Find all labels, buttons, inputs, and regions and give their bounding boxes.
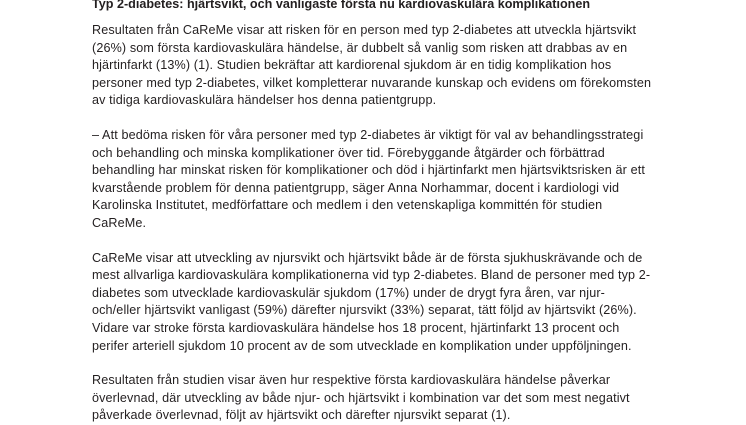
document-body [92,0,654,425]
paragraph: – Att bedöma risken för våra personer med typ 2-diabetes är viktigt för val av behandlingsstrategi och behandling och minska komplikationer över tid. Förebyggande åtgärder och förbättrad behandling har minskat risken för komplikationer och död i hjärtinfarkt men hjärtsviktsrisken är ett kvarstående problem för denna patientgrupp, säger Anna Norhammar, docent i kardiologi vid Karolinska Institutet, medförfattare och medlem i den vetenskapliga kommittén för studien CaReMe. [92,127,645,230]
paragraph: Resultaten från CaReMe visar att risken för en person med typ 2-diabetes att utveckla hjärtsvikt (26%) som första kardiovaskulära händelse, är dubbelt så vanlig som risken att drabbas av en hjärtinfarkt (13%) (1). Studien bekräftar att kardiorenal sjukdom är en tidig komplikation hos personer med typ 2-diabetes, vilket kompletterar nuvarande kunskap och evidens om förekomsten av tidiga kardiovaskulära händelser hos denna patientgrupp. [92,23,652,108]
paragraph: Resultaten från studien visar även hur respektive första kardiovaskulära händelse påverkar överlevnad, där utveckling av både njur- och hjärtsvikt i kombination var det som mest negativt påverkade överlevnad, följt av hjärtsvikt och därefter njursvikt separat (1). [92,373,630,423]
page-title: Typ 2-diabetes: hjärtsvikt, och vanligaste första nu kardiovaskulära komplikationen [92,0,591,11]
paragraph: CaReMe visar att utveckling av njursvikt och hjärtsvikt både är de första sjukhuskrävande och de mest allvarliga kardiovaskulära komplikationerna vid typ 2-diabetes. Bland de personer med typ 2-diabetes som utvecklade kardiovaskulär sjukdom (17%) under de drygt fyra åren, var njur- och/eller hjärtsvikt vanligast (59%) därefter njursvikt (33%) separat, tätt följd av hjärtsvikt (26%). Vidare var stroke första kardiovaskulära händelse hos 18 procent, hjärtinfarkt 13 procent och perifer arteriell sjukdom 10 procent av de som utvecklade en komplikation under uppföljningen. [92,250,651,353]
